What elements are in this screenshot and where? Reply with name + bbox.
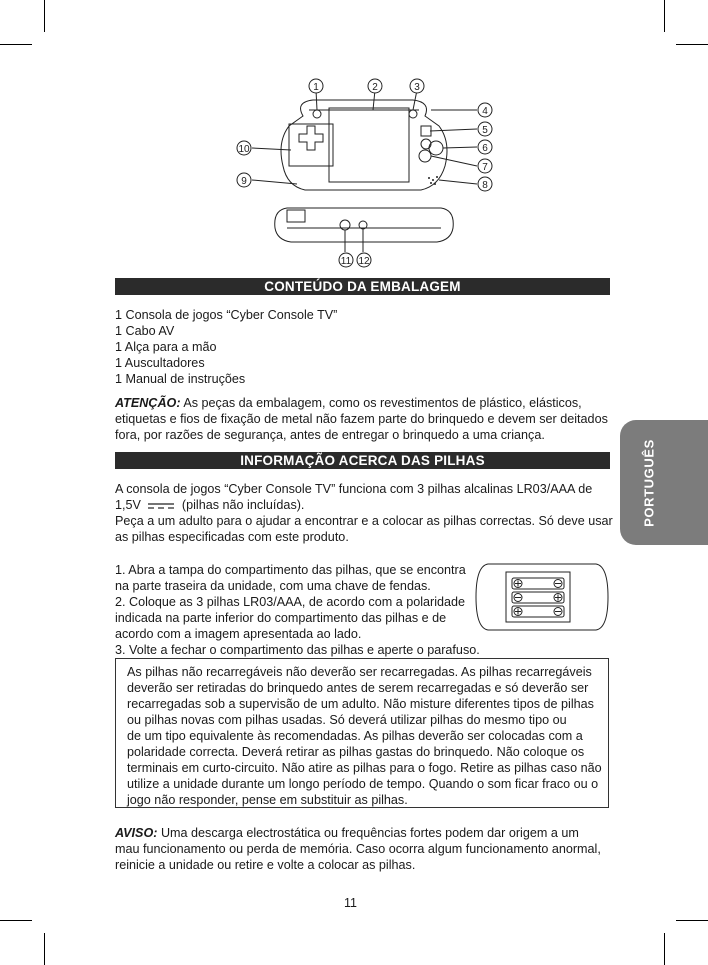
attention-text: etiquetas e fios de fixação de metal não fazem parte do brinquedo e devem ser deitados: [115, 412, 608, 426]
battery-compartment-diagram: [474, 558, 610, 636]
crop-mark: [664, 0, 665, 32]
attention-label: ATENÇÃO:: [115, 396, 181, 410]
callout-5: 5: [482, 125, 488, 136]
list-item: 1 Auscultadores: [115, 356, 205, 370]
voltage-text: 1,5V: [115, 498, 141, 512]
contents-list: [115, 307, 337, 387]
callout-4: 4: [482, 106, 488, 117]
step-line: 2. Coloque as 3 pilhas LR03/AAA, de acordo com a polaridade: [115, 595, 466, 609]
step-line: na parte traseira da unidade, com uma chave de fendas.: [115, 579, 431, 593]
notice-text: Uma descarga electrostática ou frequências fortes podem dar origem a um: [160, 826, 579, 840]
notice-paragraph: [115, 825, 601, 873]
notice-label: AVISO:: [115, 826, 158, 840]
step-line: 1. Abra a tampa do compartimento das pilhas, que se encontra: [115, 563, 466, 577]
list-item: 1 Alça para a mão: [115, 340, 217, 354]
callout-6: 6: [482, 143, 488, 154]
step-line: indicada na parte inferior do compartimento das pilhas e de: [115, 611, 447, 625]
crop-mark: [664, 933, 665, 965]
callout-10: 10: [238, 144, 250, 155]
warning-line: de um tipo equivalente às recomendadas. As pilhas deverão ser colocadas com a: [127, 729, 583, 743]
section-title-contents: CONTEÚDO DA EMBALAGEM: [115, 278, 610, 295]
crop-mark: [676, 44, 708, 45]
callout-7: 7: [482, 162, 488, 173]
section-title-batteries: INFORMAÇÃO ACERCA DAS PILHAS: [115, 452, 610, 469]
callout-1: 1: [313, 82, 319, 93]
callout-8: 8: [482, 180, 488, 191]
language-tab: [620, 420, 708, 545]
crop-mark: [0, 44, 32, 45]
callout-9: 9: [241, 176, 247, 187]
list-item: 1 Consola de jogos “Cyber Console TV”: [115, 308, 338, 322]
warning-line: ou pilhas novas com pilhas usadas. Só deverá utilizar pilhas do mesmo tipo ou: [127, 713, 567, 727]
list-item: 1 Cabo AV: [115, 324, 175, 338]
callout-2: 2: [372, 82, 378, 93]
intro-text: as pilhas especificadas com este produto.: [115, 530, 349, 544]
notice-text: mau funcionamento ou perda de memória. Caso ocorra algum funcionamento anormal,: [115, 842, 601, 856]
attention-text: fora, por razões de segurança, antes de entregar o brinquedo a uma criança.: [115, 428, 545, 442]
warning-line: utilize a unidade durante um longo período de tempo. Quando o som ficar fraco ou o: [127, 777, 599, 791]
warning-line: recarregadas sob a supervisão de um adulto. Não misture diferentes tipos de pilhas: [127, 697, 594, 711]
intro-text: A consola de jogos “Cyber Console TV” funciona com 3 pilhas alcalinas LR03/AAA de: [115, 482, 593, 496]
warning-line: terminais em curto-circuito. Não atire as pilhas para o fogo. Retire as pilhas caso não: [127, 761, 602, 775]
callout-3: 3: [414, 82, 420, 93]
battery-intro: [115, 481, 613, 545]
notice-text: reinicie a unidade ou retire e volte a colocar as pilhas.: [115, 858, 416, 872]
intro-text: Peça a um adulto para o ajudar a encontrar e a colocar as pilhas correctas. Só deve usar: [115, 514, 613, 528]
callout-12: 12: [358, 256, 370, 267]
warning-line: jogo não responder, pense em substituir as pilhas.: [127, 793, 408, 807]
crop-mark: [676, 920, 708, 921]
step-line: 3. Volte a fechar o compartimento das pilhas e aperte o parafuso.: [115, 643, 480, 657]
language-tab-label: PORTUGUÊS: [641, 439, 657, 527]
warning-line: deverão ser retiradas do brinquedo antes de serem recarregadas e só deverão ser: [127, 681, 589, 695]
attention-text: As peças da embalagem, como os revestimentos de plástico, elásticos,: [183, 396, 582, 410]
step-line: acordo com a imagem apresentada ao lado.: [115, 627, 362, 641]
attention-paragraph: [115, 395, 608, 443]
battery-steps: [115, 562, 480, 658]
list-item: 1 Manual de instruções: [115, 372, 246, 386]
page-number: 11: [344, 896, 357, 910]
warning-line: polaridade correcta. Deverá retirar as pilhas gastas do brinquedo. Não coloque os: [127, 745, 585, 759]
warning-box: [115, 658, 609, 808]
crop-mark: [44, 933, 45, 965]
warning-line: As pilhas não recarregáveis não deverão ser recarregadas. As pilhas recarregáveis: [127, 665, 592, 679]
console-diagram: [225, 70, 510, 275]
callout-11: 11: [340, 256, 352, 267]
dc-symbol-icon: [147, 501, 175, 511]
crop-mark: [44, 0, 45, 32]
intro-text: (pilhas não incluídas).: [181, 498, 305, 512]
warning-text: [127, 664, 602, 808]
crop-mark: [0, 920, 32, 921]
